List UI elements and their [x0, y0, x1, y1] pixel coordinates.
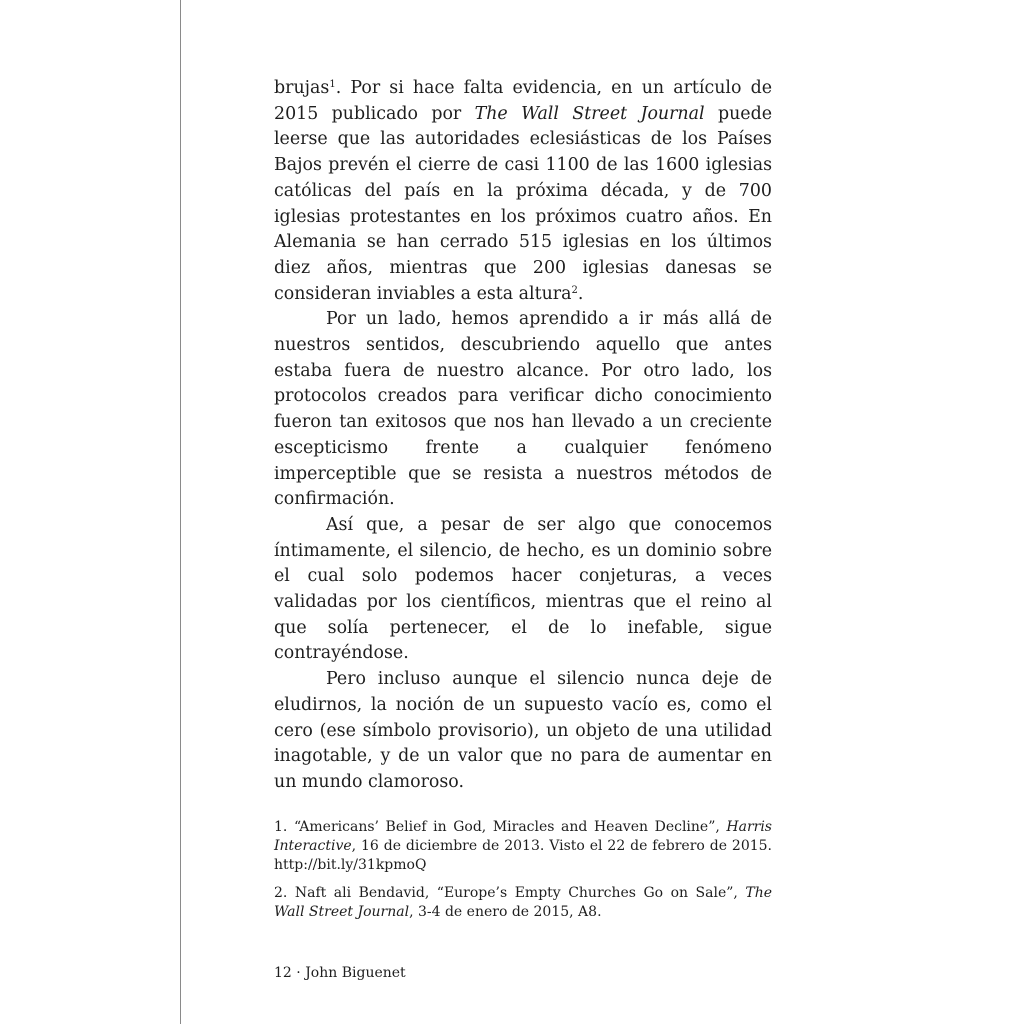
footnote-2-text-2: , 3-4 de enero de 2015, A8. — [409, 904, 602, 920]
footnote-1-italic: Harris Interactive — [274, 819, 772, 854]
paragraph-1-italic: The Wall Street Journal — [474, 103, 705, 124]
footnote-1-text-2: , 16 de diciembre de 2013. Visto el 22 de febrero de 2015. http://bit.ly/31kpmoQ — [274, 838, 772, 873]
footnotes — [274, 818, 772, 931]
paragraph-1 — [274, 76, 772, 307]
footnote-2-text: 2. Naft ali Bendavid, “Europe’s Empty Churches Go on Sale”, — [274, 885, 746, 901]
page-body — [274, 76, 772, 796]
page-number: 12 — [274, 965, 292, 981]
paragraph-4: Pero incluso aunque el silencio nunca deje de eludirnos, la noción de un supuesto vacío es, como el cero (ese símbolo provisorio), un objeto de una utilidad inagotable, y de un valor que no para de aumentar en un mundo clamoroso. — [274, 669, 772, 792]
paragraph-1-text-2: . Por si hace falta evidencia, en un artículo de 2015 publicado por — [274, 78, 772, 124]
page-left-edge — [180, 0, 181, 1024]
page-footer — [274, 965, 406, 981]
footnote-1 — [274, 818, 772, 875]
footnote-1-text: 1. “Americans’ Belief in God, Miracles and Heaven Decline”, — [274, 819, 727, 835]
footnote-ref-1[interactable]: 1 — [329, 79, 336, 90]
paragraph-1-text: brujas — [274, 78, 330, 98]
paragraph-1-text-3: puede leerse que las autoridades eclesiásticas de los Países Bajos prevén el cierre de casi 1100 de las 1600 iglesias católicas del país en la próxima década, y de 700 iglesias protestantes en los próximos cuatro años. En Alemania se han cerrado 515 iglesias en los últimos diez años, mientras que 200 iglesias danesas se consideran inviables a esta altura — [274, 103, 773, 304]
paragraph-1-end: . — [577, 283, 584, 304]
footnote-ref-2[interactable]: 2 — [571, 284, 578, 296]
footer-separator: · — [291, 965, 306, 981]
footer-author: John Biguenet — [305, 965, 406, 981]
paragraph-2: Por un lado, hemos aprendido a ir más allá de nuestros sentidos, descubriendo aquello que antes estaba fuera de nuestro alcance. Por otro lado, los protocolos creados para verificar dicho conocimiento fueron tan exitosos que nos han llevado a un creciente escepticismo frente a cualquier fenómeno imperceptible que se resista a nuestros métodos de confirmación. — [274, 309, 772, 510]
footnote-2 — [274, 884, 772, 922]
footnote-2-italic: The Wall Street Journal — [274, 885, 772, 920]
paragraph-3: Así que, a pesar de ser algo que conocemos íntimamente, el silencio, de hecho, es un dominio sobre el cual solo podemos hacer conjeturas, a veces validadas por los científicos, mientras que el reino al que solía pertenecer, el de lo inefable, sigue contrayéndose. — [274, 514, 772, 664]
